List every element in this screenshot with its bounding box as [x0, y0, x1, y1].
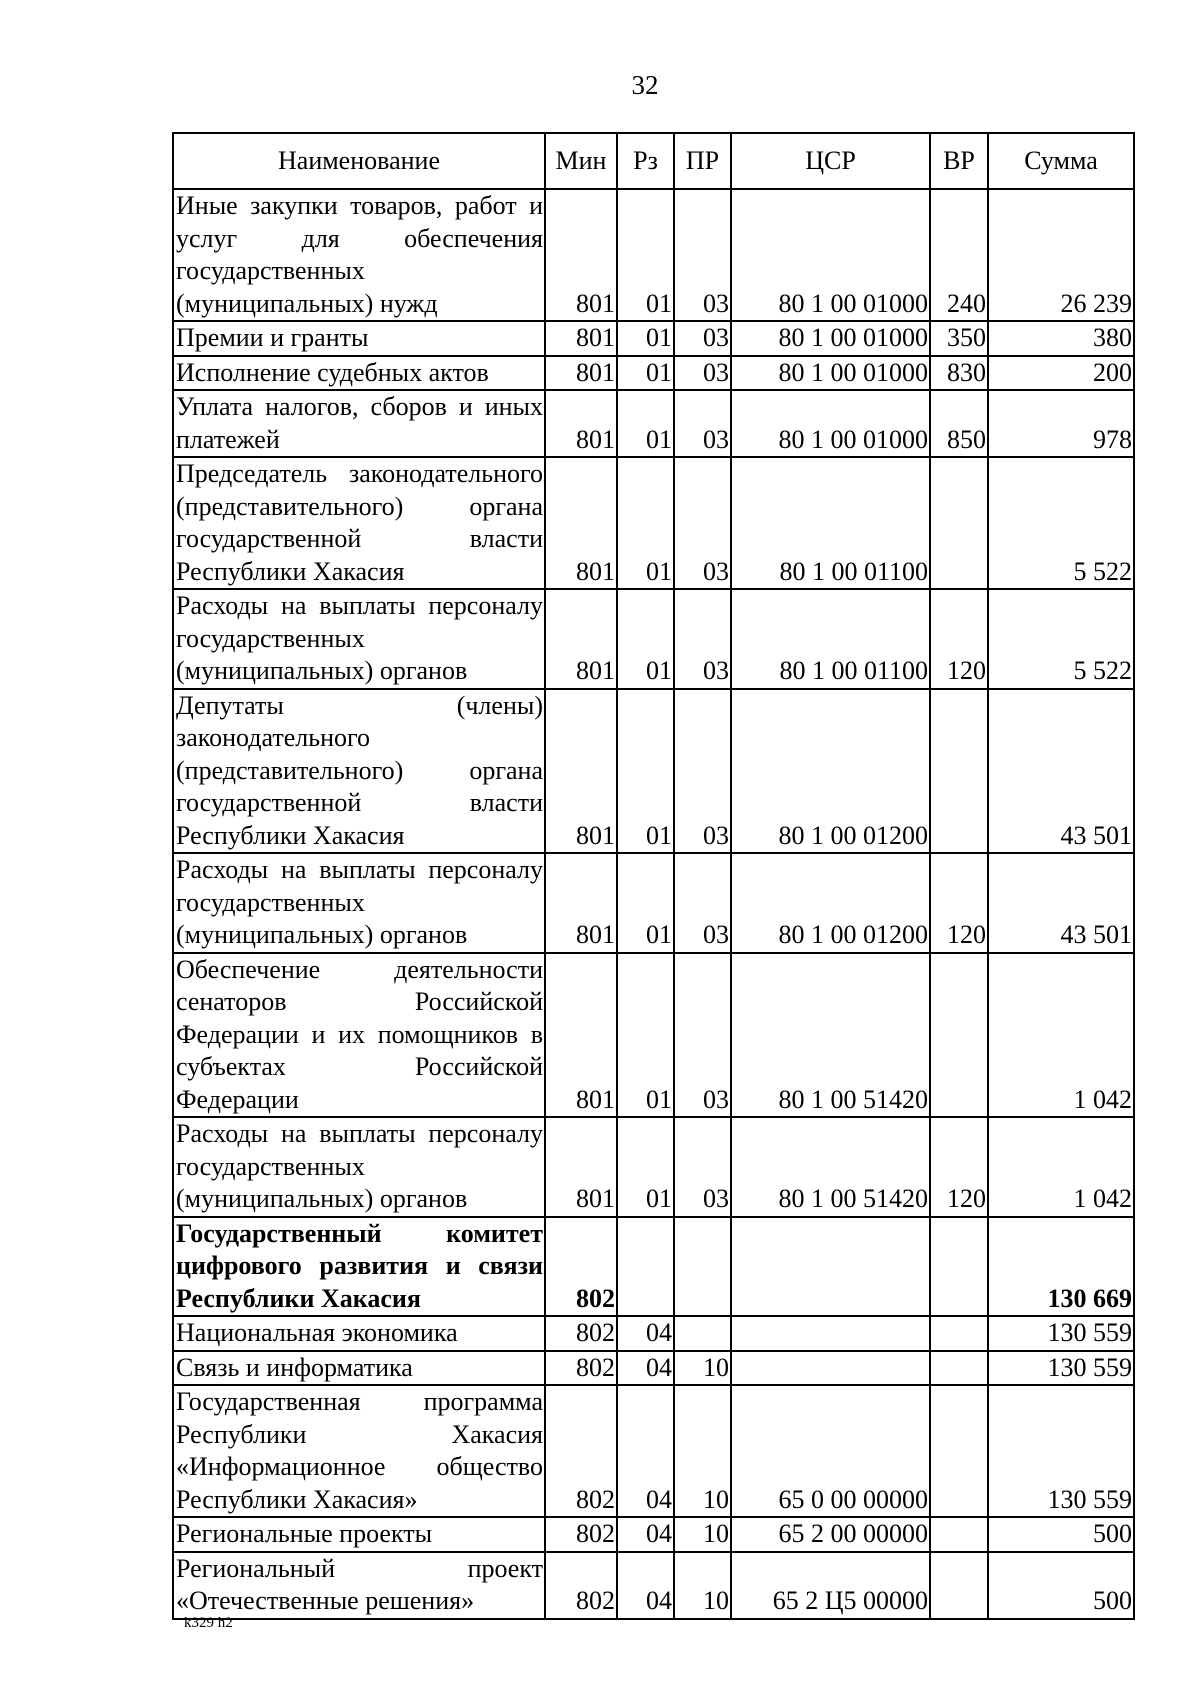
cell-vr [930, 1552, 988, 1619]
cell-vr [930, 1217, 988, 1317]
table-row [173, 321, 1134, 356]
header-csr: ЦСР [731, 133, 930, 189]
header-min: Мин [545, 133, 617, 189]
cell-sum: 130 559 [988, 1385, 1134, 1517]
table-row [173, 853, 1134, 953]
cell-rz: 01 [617, 853, 674, 953]
cell-name: Депутаты (члены) законодательного (представительного) органа государственной власти Республики Хакасия [173, 689, 545, 854]
cell-csr: 65 2 00 00000 [731, 1517, 930, 1552]
table-row [173, 589, 1134, 689]
cell-sum: 500 [988, 1552, 1134, 1619]
cell-rz: 01 [617, 390, 674, 457]
cell-pr: 03 [674, 853, 731, 953]
cell-vr: 850 [930, 390, 988, 457]
table-row [173, 1217, 1134, 1317]
cell-pr: 03 [674, 321, 731, 356]
cell-csr: 80 1 00 01000 [731, 356, 930, 391]
cell-pr: 03 [674, 1117, 731, 1217]
cell-rz: 01 [617, 457, 674, 589]
cell-csr [731, 1217, 930, 1317]
table-header-row [173, 133, 1134, 189]
table-row [173, 1351, 1134, 1386]
cell-name: Государственная программа Республики Хакасия «Информационное общество Республики Хакасия» [173, 1385, 545, 1517]
cell-vr: 350 [930, 321, 988, 356]
cell-rz: 01 [617, 589, 674, 689]
cell-vr: 830 [930, 356, 988, 391]
cell-name: Связь и информатика [173, 1351, 545, 1386]
cell-vr: 120 [930, 1117, 988, 1217]
page-number: 32 [631, 70, 659, 100]
cell-name: Национальная экономика [173, 1316, 545, 1351]
cell-sum: 380 [988, 321, 1134, 356]
cell-min: 801 [545, 390, 617, 457]
cell-csr: 65 2 Ц5 00000 [731, 1552, 930, 1619]
cell-rz: 04 [617, 1351, 674, 1386]
cell-sum: 130 559 [988, 1351, 1134, 1386]
cell-sum: 130 559 [988, 1316, 1134, 1351]
cell-pr: 03 [674, 689, 731, 854]
cell-pr: 10 [674, 1552, 731, 1619]
cell-csr: 80 1 00 01100 [731, 457, 930, 589]
cell-name: Председатель законодательного (представительного) органа государственной власти Республики Хакасия [173, 457, 545, 589]
cell-rz: 01 [617, 689, 674, 854]
cell-csr: 80 1 00 01100 [731, 589, 930, 689]
cell-pr: 10 [674, 1351, 731, 1386]
cell-vr [930, 1517, 988, 1552]
header-sum: Сумма [988, 133, 1134, 189]
table-body [173, 189, 1134, 1619]
cell-rz: 04 [617, 1517, 674, 1552]
cell-csr: 80 1 00 01000 [731, 390, 930, 457]
table-row [173, 1316, 1134, 1351]
cell-min: 802 [545, 1552, 617, 1619]
cell-min: 801 [545, 356, 617, 391]
cell-rz: 01 [617, 356, 674, 391]
cell-name: Исполнение судебных актов [173, 356, 545, 391]
cell-name: Уплата налогов, сборов и иных платежей [173, 390, 545, 457]
table-row [173, 356, 1134, 391]
cell-csr: 80 1 00 01000 [731, 189, 930, 321]
cell-csr [731, 1316, 930, 1351]
cell-rz: 04 [617, 1552, 674, 1619]
cell-sum: 200 [988, 356, 1134, 391]
cell-rz: 04 [617, 1385, 674, 1517]
cell-pr: 03 [674, 953, 731, 1118]
cell-rz [617, 1217, 674, 1317]
cell-min: 801 [545, 1117, 617, 1217]
cell-vr [930, 1351, 988, 1386]
header-rz: Рз [617, 133, 674, 189]
cell-csr: 80 1 00 01200 [731, 689, 930, 854]
cell-csr: 80 1 00 51420 [731, 953, 930, 1118]
cell-pr [674, 1217, 731, 1317]
cell-name: Обеспечение деятельности сенаторов Российской Федерации и их помощников в субъектах Российской Федерации [173, 953, 545, 1118]
budget-table [172, 132, 1135, 1620]
table-row [173, 953, 1134, 1118]
cell-rz: 01 [617, 189, 674, 321]
cell-min: 801 [545, 457, 617, 589]
cell-name: Региональный проект «Отечественные решения» [173, 1552, 545, 1619]
cell-vr: 120 [930, 853, 988, 953]
cell-vr [930, 953, 988, 1118]
cell-sum: 1 042 [988, 953, 1134, 1118]
cell-csr: 80 1 00 01200 [731, 853, 930, 953]
header-pr: ПР [674, 133, 731, 189]
cell-pr: 03 [674, 457, 731, 589]
cell-pr: 10 [674, 1385, 731, 1517]
cell-csr: 80 1 00 01000 [731, 321, 930, 356]
cell-sum: 5 522 [988, 457, 1134, 589]
table-row [173, 1517, 1134, 1552]
cell-pr: 03 [674, 189, 731, 321]
cell-min: 802 [545, 1351, 617, 1386]
cell-name: Расходы на выплаты персоналу государственных (муниципальных) органов [173, 853, 545, 953]
cell-name: Региональные проекты [173, 1517, 545, 1552]
cell-sum: 130 669 [988, 1217, 1134, 1317]
cell-vr [930, 1385, 988, 1517]
cell-name: Премии и гранты [173, 321, 545, 356]
table-row [173, 1552, 1134, 1619]
cell-vr [930, 1316, 988, 1351]
table-row [173, 390, 1134, 457]
cell-rz: 04 [617, 1316, 674, 1351]
cell-min: 802 [545, 1316, 617, 1351]
cell-min: 802 [545, 1517, 617, 1552]
cell-sum: 1 042 [988, 1117, 1134, 1217]
cell-vr [930, 457, 988, 589]
table-row [173, 1385, 1134, 1517]
cell-csr [731, 1351, 930, 1386]
cell-sum: 500 [988, 1517, 1134, 1552]
cell-min: 801 [545, 589, 617, 689]
cell-sum: 43 501 [988, 853, 1134, 953]
cell-sum: 978 [988, 390, 1134, 457]
header-vr: ВР [930, 133, 988, 189]
header-name: Наименование [173, 133, 545, 189]
cell-rz: 01 [617, 321, 674, 356]
cell-vr [930, 689, 988, 854]
table-row [173, 689, 1134, 854]
cell-sum: 43 501 [988, 689, 1134, 854]
footer-code: k329 h2 [184, 1615, 233, 1631]
cell-pr: 03 [674, 589, 731, 689]
cell-name: Расходы на выплаты персоналу государственных (муниципальных) органов [173, 1117, 545, 1217]
cell-sum: 5 522 [988, 589, 1134, 689]
cell-min: 801 [545, 853, 617, 953]
cell-sum: 26 239 [988, 189, 1134, 321]
cell-rz: 01 [617, 953, 674, 1118]
cell-rz: 01 [617, 1117, 674, 1217]
table-row [173, 189, 1134, 321]
cell-pr: 03 [674, 390, 731, 457]
cell-min: 802 [545, 1385, 617, 1517]
cell-min: 801 [545, 189, 617, 321]
cell-csr: 80 1 00 51420 [731, 1117, 930, 1217]
cell-min: 801 [545, 953, 617, 1118]
table-row [173, 1117, 1134, 1217]
cell-pr: 10 [674, 1517, 731, 1552]
cell-pr: 03 [674, 356, 731, 391]
cell-min: 801 [545, 689, 617, 854]
cell-vr: 240 [930, 189, 988, 321]
cell-vr: 120 [930, 589, 988, 689]
cell-name: Государственный комитет цифрового развития и связи Республики Хакасия [173, 1217, 545, 1317]
cell-name: Расходы на выплаты персоналу государственных (муниципальных) органов [173, 589, 545, 689]
cell-pr [674, 1316, 731, 1351]
cell-min: 801 [545, 321, 617, 356]
cell-name: Иные закупки товаров, работ и услуг для обеспечения государственных (муниципальных) нужд [173, 189, 545, 321]
cell-min: 802 [545, 1217, 617, 1317]
cell-csr: 65 0 00 00000 [731, 1385, 930, 1517]
table-row [173, 457, 1134, 589]
